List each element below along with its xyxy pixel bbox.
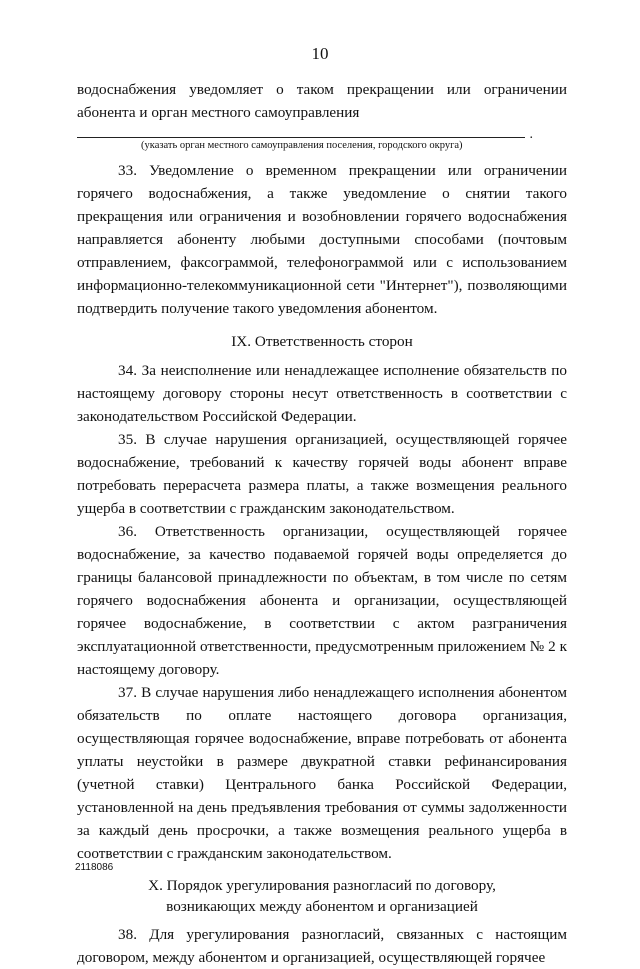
paragraph-35: 35. В случае нарушения организацией, осуществляющей горячее водоснабжение, требований к качеству горячей воды абонент вправе потребовать перерасчета размера платы, а также возмещения реального ущерба в соответствии с гражданским законодательством.: [77, 431, 567, 517]
document-body: [77, 78, 567, 969]
blank-caption: (указать орган местного самоуправления поселения, городского округа): [141, 140, 463, 151]
section-9-heading: IX. Ответственность сторон: [231, 333, 413, 350]
blank-line-period: .: [529, 127, 533, 142]
fill-in-blank-line: [77, 127, 533, 142]
page-number: 10: [311, 44, 329, 63]
paragraph-37: 37. В случае нарушения либо ненадлежащего исполнения абонентом обязательств по оплате настоящего договора организация, осуществляющая горячее водоснабжение, вправе потребовать от абонента уплаты неустойки в размере двукратной ставки рефинансирования (учетной ставки) Центрального банка Российской Федерации, установленной на день предъявления требования от суммы задолженности за каждый день просрочки, а также возмещения реального ущерба в соответствии с гражданским законодательством.: [77, 684, 567, 862]
section-10-heading: [77, 875, 567, 917]
paragraph-38: 38. Для урегулирования разногласий, связанных с настоящим договором, между абонентом и организацией, осуществляющей горячее: [77, 926, 567, 966]
continuation-paragraph: водоснабжения уведомляет о таком прекращении или ограничении абонента и орган местного самоуправления: [77, 81, 567, 121]
paragraph-36: 36. Ответственность организации, осуществляющей горячее водоснабжение, за качество подаваемой горячей воды определяется до границы балансовой принадлежности по объектам, в том числе по сетям горячего водоснабжения абонента и организации, осуществляющей горячее водоснабжение, в соответствии с актом разграничения эксплуатационной ответственности, предусмотренным приложением № 2 к настоящему договору.: [77, 523, 567, 678]
paragraph-33: 33. Уведомление о временном прекращении или ограничении горячего водоснабжения, а также уведомление о снятии такого прекращения или ограничения и возобновлении горячего водоснабжения направляется абоненту любыми доступными способами (почтовым отправлением, факсограммой, телефонограммой или с использованием информационно-телекоммуникационной сети "Интернет"), позволяющими подтвердить получение такого уведомления абонентом.: [77, 162, 567, 317]
section-10-heading-line-2: возникающих между абонентом и организацией: [166, 898, 478, 915]
paragraph-34: 34. За неисполнение или ненадлежащее исполнение обязательств по настоящему договору стороны несут ответственность в соответствии с законодательством Российской Федерации.: [77, 362, 567, 425]
section-10-heading-line-1: X. Порядок урегулирования разногласий по договору,: [148, 877, 496, 894]
document-code: 2118086: [75, 862, 114, 873]
